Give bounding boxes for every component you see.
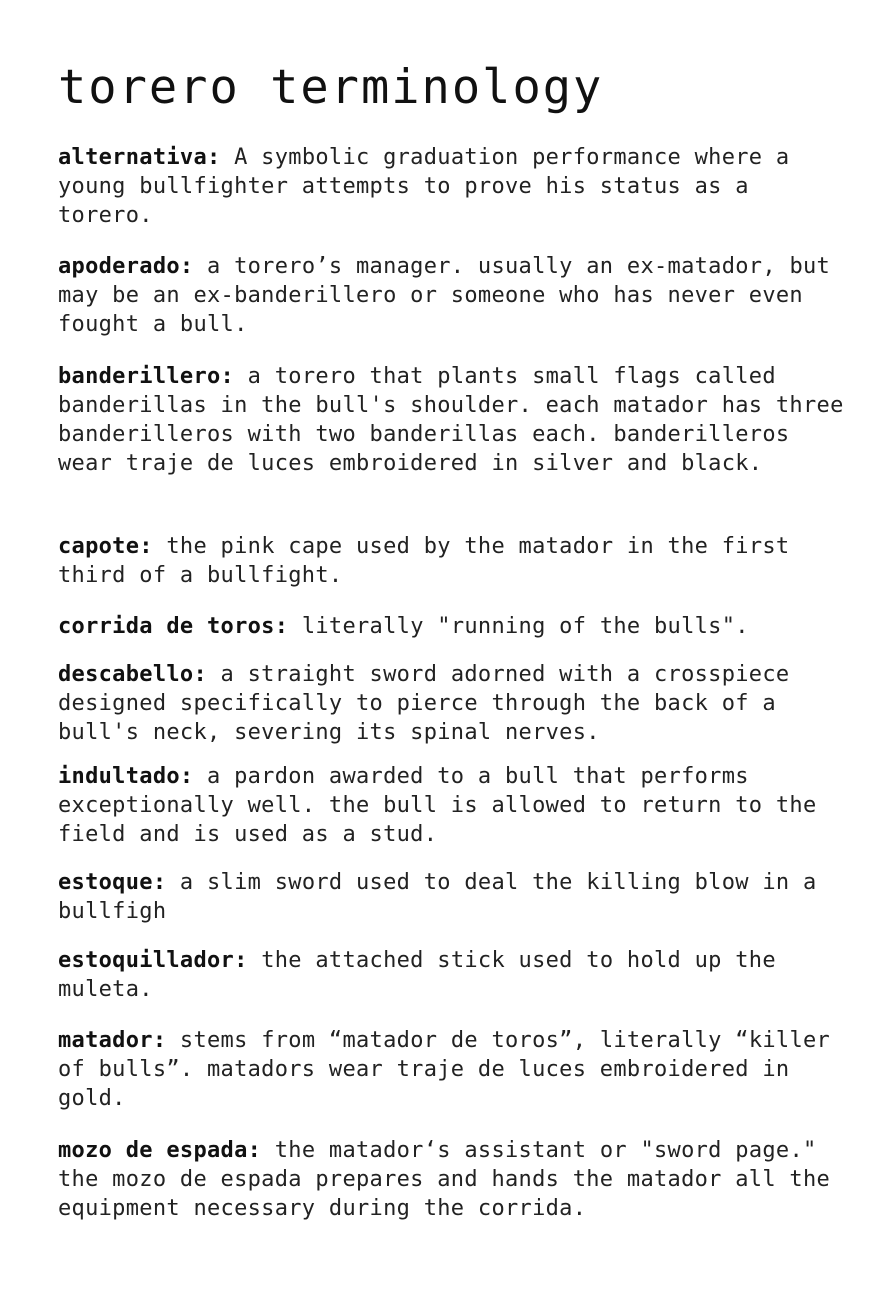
entry-matador <box>58 1026 848 1113</box>
entry-apoderado <box>58 252 848 339</box>
definition: literally "running of the bulls". <box>301 614 749 639</box>
term: descabello: <box>58 662 207 687</box>
term: apoderado: <box>58 254 194 279</box>
entry-indultado <box>58 762 848 849</box>
entry-capote <box>58 532 848 590</box>
entry-corrida-de-toros <box>58 612 848 641</box>
term: corrida de toros: <box>58 614 289 639</box>
entry-estoque <box>58 868 848 926</box>
term: estoquillador: <box>58 948 248 973</box>
entry-banderillero <box>58 362 848 478</box>
definition: the matador‘s assistant or "sword page." the mozo de espada prepares and hands the matador all the equipment necessary during the corrida. <box>58 1138 831 1221</box>
term: mozo de espada: <box>58 1138 262 1163</box>
entry-descabello <box>58 660 848 747</box>
term: capote: <box>58 534 153 559</box>
entry-estoquillador <box>58 946 848 1004</box>
term: estoque: <box>58 870 167 895</box>
entry-alternativa <box>58 143 848 230</box>
definition: a straight sword adorned with a crosspiece designed specifically to pierce through the back of a bull's neck, severing its spinal nerves. <box>58 662 790 745</box>
definition: the pink cape used by the matador in the first third of a bullfight. <box>58 534 790 588</box>
term: indultado: <box>58 764 194 789</box>
definition: a torero’s manager. usually an ex-matador, but may be an ex-banderillero or someone who has never even fought a bull. <box>58 254 831 337</box>
definition: A symbolic graduation performance where a young bullfighter attempts to prove his status as a torero. <box>58 145 790 228</box>
term: banderillero: <box>58 364 235 389</box>
entry-mozo-de-espada <box>58 1136 848 1223</box>
term: matador: <box>58 1028 167 1053</box>
definition: a torero that plants small flags called banderillas in the bull's shoulder. each matador has three banderilleros with two banderillas each. banderilleros wear traje de luces embroidered in silver and black. <box>58 364 844 476</box>
definition: a slim sword used to deal the killing blow in a bullfigh <box>58 870 817 924</box>
definition: a pardon awarded to a bull that performs exceptionally well. the bull is allowed to return to the field and is used as a stud. <box>58 764 817 847</box>
definition: the attached stick used to hold up the muleta. <box>58 948 776 1002</box>
page-title: torero terminology <box>58 60 604 115</box>
term: alternativa: <box>58 145 221 170</box>
definition: stems from “matador de toros”, literally “killer of bulls”. matadors wear traje de luces embroidered in gold. <box>58 1028 831 1111</box>
